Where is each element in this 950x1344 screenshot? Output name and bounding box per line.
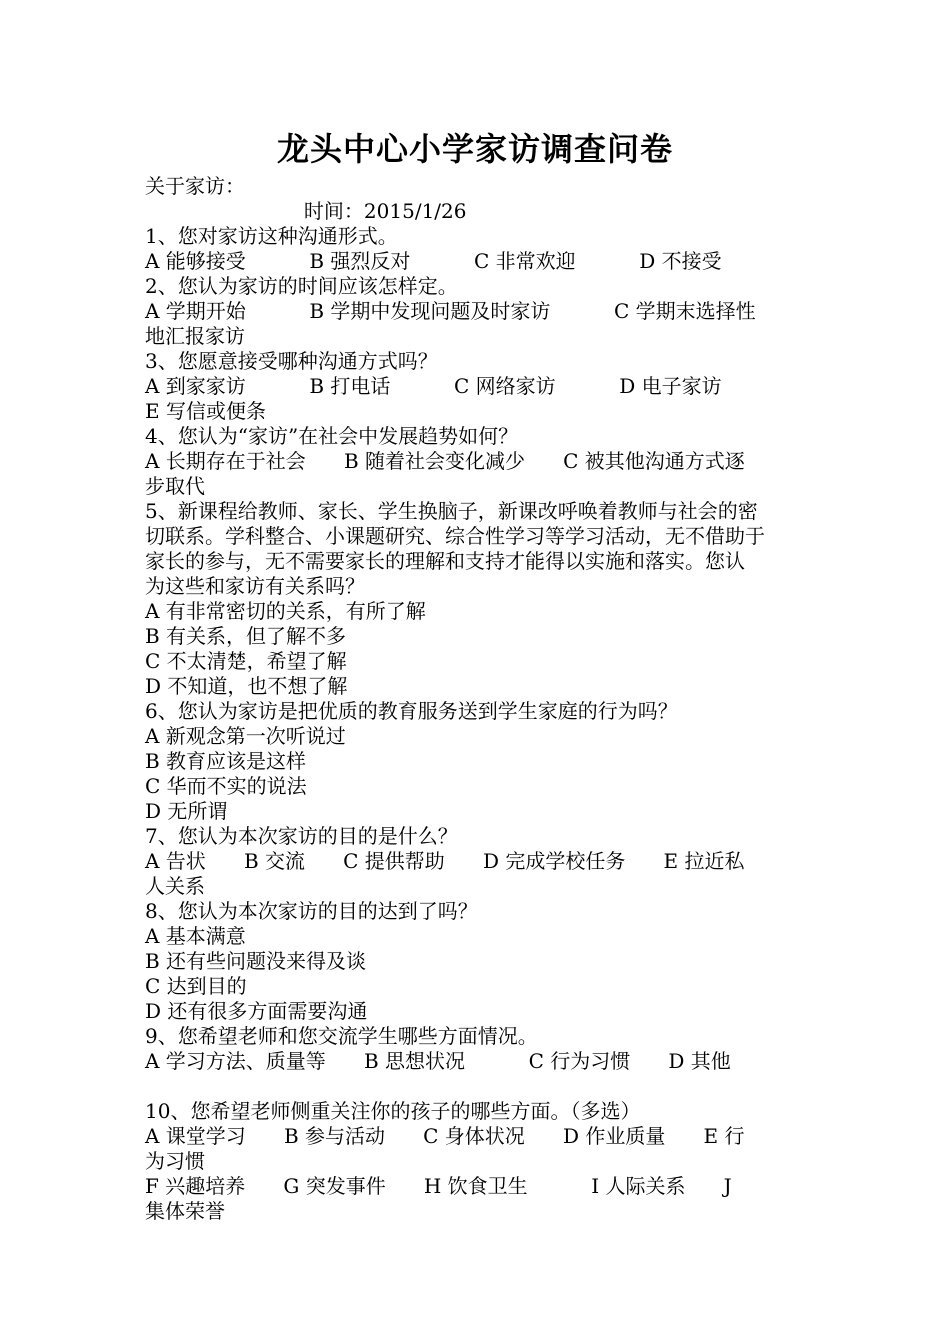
text-line: A 长期存在于社会 B 随着社会变化减少 C 被其他沟通方式逐 — [145, 449, 745, 473]
text-line: D 无所谓 — [145, 799, 228, 823]
text-line: 步取代 — [145, 474, 205, 498]
text-line: A 学习方法、质量等 B 思想状况 C 行为习惯 D 其他 — [145, 1049, 731, 1073]
text-line: 为习惯 — [145, 1149, 205, 1173]
text-line: B 教育应该是这样 — [145, 749, 307, 773]
text-line: A 能够接受 B 强烈反对 C 非常欢迎 D 不接受 — [145, 249, 722, 273]
text-line: 地汇报家访 — [145, 324, 245, 348]
text-line: 5、新课程给教师、家长、学生换脑子，新课改呼唤着教师与社会的密 — [145, 499, 758, 523]
text-line: C 不太清楚，希望了解 — [145, 649, 347, 673]
text-line: 3、您愿意接受哪种沟通方式吗？ — [145, 349, 438, 373]
text-line: 8、您认为本次家访的目的达到了吗？ — [145, 899, 478, 923]
text-line: B 还有些问题没来得及谈 — [145, 949, 367, 973]
text-line: 7、您认为本次家访的目的是什么？ — [145, 824, 458, 848]
text-line: 家长的参与，无不需要家长的理解和支持才能得以实施和落实。您认 — [145, 549, 745, 573]
text-line: A 新观念第一次听说过 — [145, 724, 346, 748]
text-line: C 华而不实的说法 — [145, 774, 307, 798]
text-line: 1、您对家访这种沟通形式。 — [145, 224, 398, 248]
text-line: 9、您希望老师和您交流学生哪些方面情况。 — [145, 1024, 538, 1048]
text-line: 关于家访： — [145, 174, 245, 198]
text-line — [145, 1074, 815, 1099]
text-line: A 基本满意 — [145, 924, 246, 948]
text-line: F 兴趣培养 G 突发事件 H 饮食卫生 I 人际关系 J — [145, 1174, 732, 1198]
text-line: D 不知道，也不想了解 — [145, 674, 348, 698]
text-line: 时间：2015/1/26 — [145, 199, 467, 223]
text-line: 人关系 — [145, 874, 205, 898]
text-line: 10、您希望老师侧重关注你的孩子的哪些方面。（多选） — [145, 1099, 641, 1123]
text-line: 切联系。学科整合、小课题研究、综合性学习等学习活动，无不借助于 — [145, 524, 765, 548]
text-line: 2、您认为家访的时间应该怎样定。 — [145, 274, 458, 298]
document-title: 龙头中心小学家访调查问卷 — [276, 130, 673, 168]
text-line: C 达到目的 — [145, 974, 247, 998]
text-line: A 有非常密切的关系，有所了解 — [145, 599, 426, 623]
text-line: A 学期开始 B 学期中发现问题及时家访 C 学期末选择性 — [145, 299, 756, 323]
text-line: D 还有很多方面需要沟通 — [145, 999, 368, 1023]
text-line: 为这些和家访有关系吗？ — [145, 574, 365, 598]
text-line: B 有关系，但了解不多 — [145, 624, 347, 648]
text-line: A 告状 B 交流 C 提供帮助 D 完成学校任务 E 拉近私 — [145, 849, 745, 873]
text-line: E 写信或便条 — [145, 399, 266, 423]
text-line: 4、您认为“家访”在社会中发展趋势如何？ — [145, 424, 519, 448]
text-line: 集体荣誉 — [145, 1199, 225, 1223]
text-line: A 到家家访 B 打电话 C 网络家访 D 电子家访 — [145, 374, 722, 398]
text-line: A 课堂学习 B 参与活动 C 身体状况 D 作业质量 E 行 — [145, 1124, 745, 1148]
questionnaire-body — [145, 174, 815, 1224]
text-line: 6、您认为家访是把优质的教育服务送到学生家庭的行为吗？ — [145, 699, 678, 723]
